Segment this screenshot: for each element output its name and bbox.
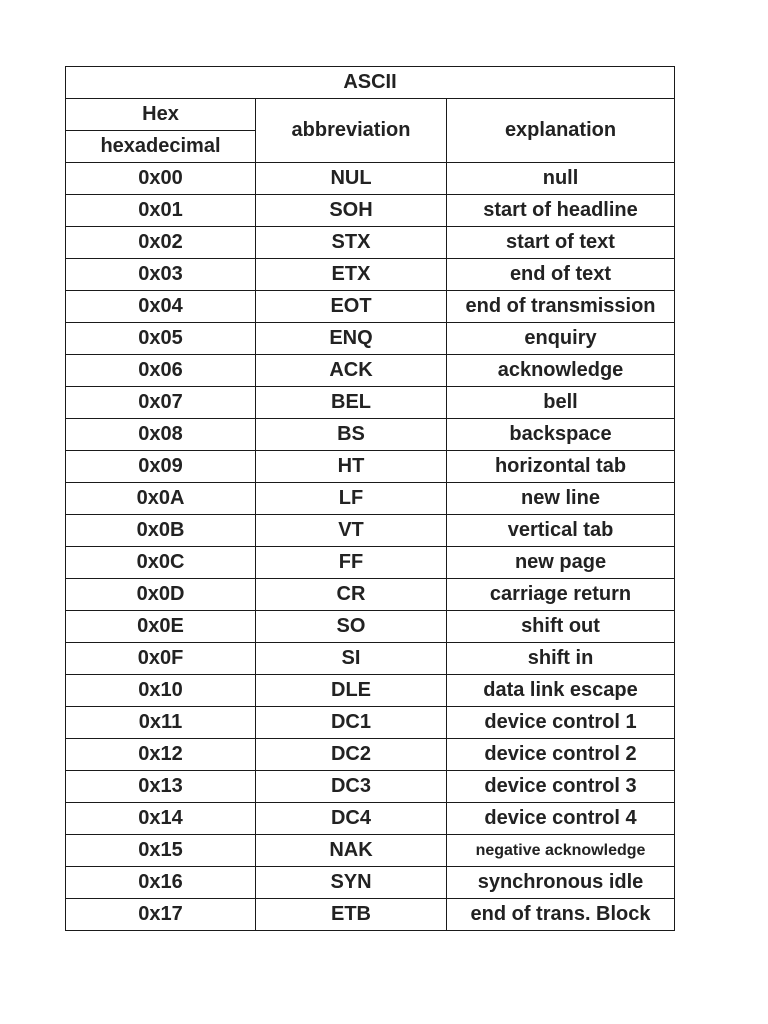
hex-cell: 0x05 (66, 323, 256, 355)
table-row (66, 291, 675, 323)
table-row (66, 579, 675, 611)
abbreviation-cell: BEL (256, 387, 447, 419)
abbreviation-cell: SOH (256, 195, 447, 227)
explanation-cell: null (447, 163, 675, 195)
ascii-table (65, 66, 675, 931)
table-row (66, 163, 675, 195)
hex-cell: 0x0A (66, 483, 256, 515)
abbreviation-cell: DLE (256, 675, 447, 707)
hex-cell: 0x01 (66, 195, 256, 227)
hex-cell: 0x14 (66, 803, 256, 835)
table-row (66, 643, 675, 675)
table-row (66, 323, 675, 355)
hex-cell: 0x10 (66, 675, 256, 707)
abbreviation-cell: DC4 (256, 803, 447, 835)
abbreviation-cell: LF (256, 483, 447, 515)
explanation-cell: vertical tab (447, 515, 675, 547)
hex-cell: 0x0D (66, 579, 256, 611)
explanation-cell: device control 1 (447, 707, 675, 739)
explanation-cell: new line (447, 483, 675, 515)
abbreviation-cell: VT (256, 515, 447, 547)
hex-cell: 0x0C (66, 547, 256, 579)
explanation-cell: device control 4 (447, 803, 675, 835)
table-title: ASCII (66, 67, 675, 99)
explanation-cell: carriage return (447, 579, 675, 611)
abbreviation-cell: CR (256, 579, 447, 611)
table-row (66, 611, 675, 643)
hex-cell: 0x06 (66, 355, 256, 387)
abbreviation-cell: HT (256, 451, 447, 483)
explanation-cell: start of headline (447, 195, 675, 227)
table-row (66, 707, 675, 739)
header-row-1 (66, 99, 675, 131)
hex-cell: 0x03 (66, 259, 256, 291)
hex-cell: 0x17 (66, 899, 256, 931)
hex-cell: 0x16 (66, 867, 256, 899)
explanation-cell: bell (447, 387, 675, 419)
hex-cell: 0x08 (66, 419, 256, 451)
abbreviation-cell: DC3 (256, 771, 447, 803)
explanation-cell: device control 2 (447, 739, 675, 771)
table-row (66, 515, 675, 547)
hex-cell: 0x11 (66, 707, 256, 739)
abbreviation-cell: EOT (256, 291, 447, 323)
hex-cell: 0x04 (66, 291, 256, 323)
explanation-cell: synchronous idle (447, 867, 675, 899)
table-row (66, 835, 675, 867)
explanation-cell: end of transmission (447, 291, 675, 323)
hex-cell: 0x0F (66, 643, 256, 675)
explanation-cell: end of text (447, 259, 675, 291)
hex-cell: 0x12 (66, 739, 256, 771)
abbreviation-cell: BS (256, 419, 447, 451)
explanation-cell: new page (447, 547, 675, 579)
hex-cell: 0x02 (66, 227, 256, 259)
abbreviation-cell: NUL (256, 163, 447, 195)
hex-cell: 0x13 (66, 771, 256, 803)
header-abbreviation: abbreviation (256, 99, 447, 163)
table-row (66, 675, 675, 707)
table-row (66, 195, 675, 227)
hex-cell: 0x0B (66, 515, 256, 547)
explanation-cell: shift out (447, 611, 675, 643)
explanation-cell: negative acknowledge (447, 835, 675, 867)
hex-cell: 0x00 (66, 163, 256, 195)
table-row (66, 771, 675, 803)
table-row (66, 803, 675, 835)
explanation-cell: device control 3 (447, 771, 675, 803)
abbreviation-cell: DC1 (256, 707, 447, 739)
table-row (66, 483, 675, 515)
abbreviation-cell: STX (256, 227, 447, 259)
table-row (66, 867, 675, 899)
explanation-cell: horizontal tab (447, 451, 675, 483)
abbreviation-cell: SO (256, 611, 447, 643)
title-row (66, 67, 675, 99)
hex-cell: 0x09 (66, 451, 256, 483)
abbreviation-cell: ETB (256, 899, 447, 931)
hex-cell: 0x0E (66, 611, 256, 643)
explanation-cell: shift in (447, 643, 675, 675)
hex-cell: 0x07 (66, 387, 256, 419)
abbreviation-cell: SYN (256, 867, 447, 899)
table-row (66, 227, 675, 259)
explanation-cell: data link escape (447, 675, 675, 707)
explanation-cell: end of trans. Block (447, 899, 675, 931)
table-row (66, 451, 675, 483)
table-row (66, 419, 675, 451)
abbreviation-cell: FF (256, 547, 447, 579)
table-row (66, 739, 675, 771)
explanation-cell: enquiry (447, 323, 675, 355)
ascii-table-body (66, 67, 675, 931)
hex-cell: 0x15 (66, 835, 256, 867)
table-row (66, 355, 675, 387)
explanation-cell: backspace (447, 419, 675, 451)
abbreviation-cell: ACK (256, 355, 447, 387)
table-row (66, 547, 675, 579)
header-hex: Hex (66, 99, 256, 131)
abbreviation-cell: NAK (256, 835, 447, 867)
table-row (66, 387, 675, 419)
header-hexadecimal: hexadecimal (66, 131, 256, 163)
explanation-cell: acknowledge (447, 355, 675, 387)
abbreviation-cell: SI (256, 643, 447, 675)
table-row (66, 259, 675, 291)
abbreviation-cell: ETX (256, 259, 447, 291)
table-row (66, 899, 675, 931)
abbreviation-cell: ENQ (256, 323, 447, 355)
header-explanation: explanation (447, 99, 675, 163)
abbreviation-cell: DC2 (256, 739, 447, 771)
explanation-cell: start of text (447, 227, 675, 259)
